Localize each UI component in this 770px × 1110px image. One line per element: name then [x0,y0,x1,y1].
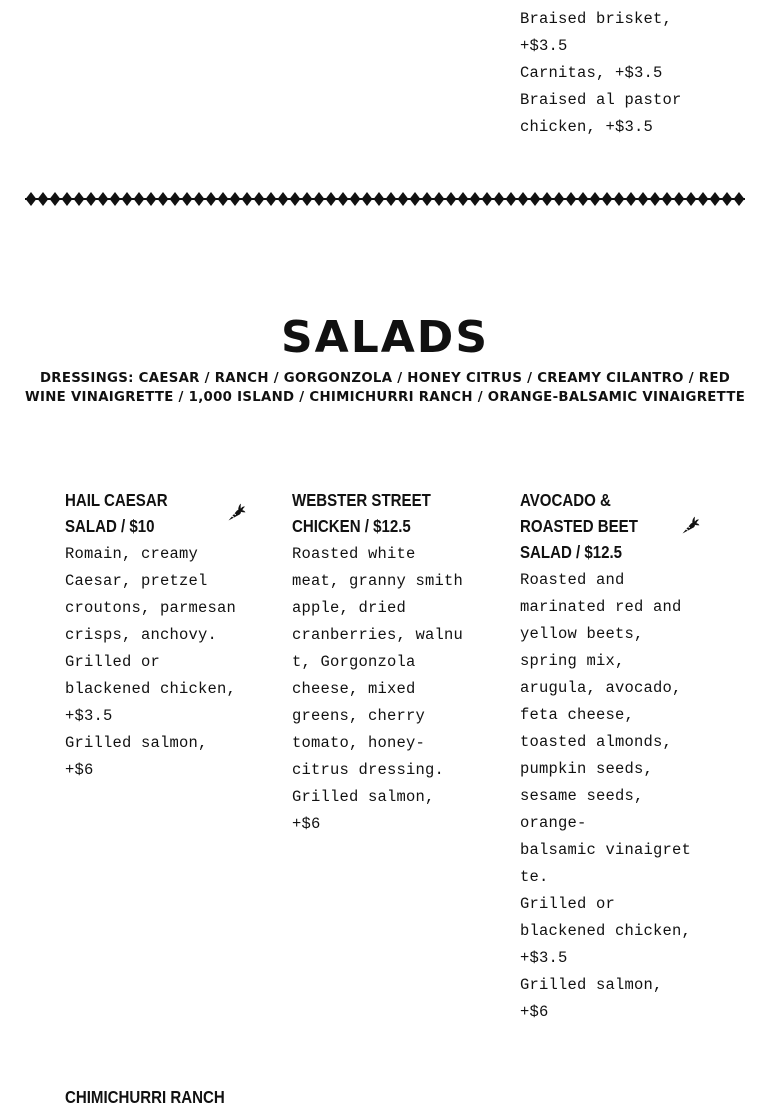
menu-item-description: Roasted white meat, granny smith apple, dried cranberries, walnu t, Gorgonzola cheese, mixed greens, cherry tomato, honey- citrus dressing. Grilled salmon, +$6 [292,545,464,833]
dressings-list [25,369,745,407]
previous-section-addons [520,6,720,141]
section-title: SALADS [280,312,490,363]
menu-item-title: CHIMICHURRI RANCH [65,1087,225,1107]
dressings-line: DRESSINGS: CAESAR / RANCH / GORGONZOLA / HONEY CITRUS / CREAMY CILANTRO / RED [39,371,731,386]
dressings-line: WINE VINAIGRETTE / 1,000 ISLAND / CHIMICHURRI RANCH / ORANGE-BALSAMIC VINAIGRETTE [25,390,746,405]
divider-line [25,198,745,200]
menu-item-title: HAIL CAESAR SALAD / $10 [65,490,168,536]
menu-item-description: Romain, creamy Caesar, pretzel croutons, parmesan crisps, anchovy. Grilled or blackened chicken, +$3.5 Grilled salmon, +$6 [65,545,237,779]
menu-item-hail-caesar [65,487,255,784]
diamond-divider [25,192,745,206]
carrot-icon [680,515,700,535]
addon-line: Carnitas, +$3.5 [520,64,663,82]
menu-item-avocado-roasted-beet [520,487,710,1026]
addon-line: Braised al pastor [520,91,682,109]
menu-item-title: WEBSTER STREET CHICKEN / $12.5 [292,490,431,536]
menu-item-chimichurri-ranch [65,1084,255,1110]
menu-item-title: AVOCADO & ROASTED BEET SALAD / $12.5 [520,490,638,562]
addon-line: +$3.5 [520,37,568,55]
addon-line: Braised brisket, [520,10,673,28]
carrot-icon [226,502,246,522]
menu-item-webster-street-chicken [292,487,482,838]
addon-line: chicken, +$3.5 [520,118,654,136]
menu-item-description: Roasted and marinated red and yellow beets, spring mix, arugula, avocado, feta cheese, toasted almonds, pumpkin seeds, sesame seeds, orange- balsamic vinaigret te. Grilled or blackened chicken, +$3.5 Grilled salmon, +$6 [520,571,692,1021]
